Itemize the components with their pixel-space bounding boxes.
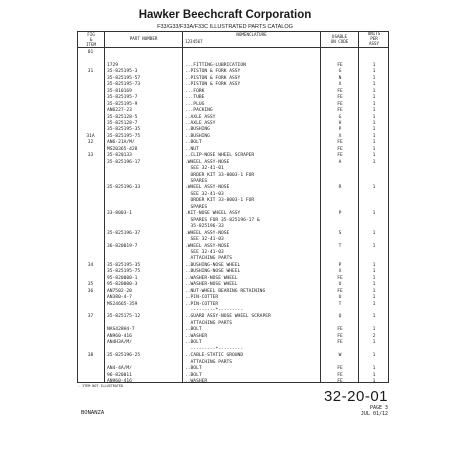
nomenclature-cell: .WHEEL ASSY-NOSE (185, 159, 230, 165)
part-number-cell: 35-825195-35 (107, 127, 141, 133)
units-cell: 1 (372, 185, 376, 191)
part-number-cell: 35-825195-57 (107, 75, 141, 81)
usable-code-cell: FE (337, 366, 343, 372)
part-number-cell: 35-820133 (107, 153, 132, 159)
fig-item-cell: 37 (87, 314, 94, 320)
usable-code-cell: FE (337, 62, 343, 68)
part-number-cell: 35-825195-3 (107, 69, 138, 75)
table-row (78, 153, 388, 159)
part-number-cell: 35-825128-5 (107, 114, 138, 120)
table-row (78, 353, 388, 359)
units-cell: 1 (372, 101, 376, 107)
part-number-cell: AN6-21A/M/ (107, 140, 135, 146)
usable-code-cell: X (338, 82, 342, 88)
part-number-cell: 1729 (107, 62, 119, 68)
units-cell: 1 (372, 95, 376, 101)
header-fig-item: FIG & ITEM (85, 32, 97, 47)
units-cell: 1 (372, 82, 376, 88)
units-cell: 1 (372, 366, 376, 372)
units-cell: 1 (372, 75, 376, 81)
fig-item-cell: 31 (87, 69, 94, 75)
nomenclature-cell: ...FITTING-LUBRICATION (185, 62, 246, 68)
catalog-subtitle: F33/G33/F33A/F33C ILLUSTRATED PARTS CATALOG (157, 24, 293, 30)
nomenclature-cell: ..WASHER (185, 378, 208, 384)
part-number-cell: NAS428H4-7 (107, 327, 135, 333)
usable-code-cell: FE (337, 275, 343, 281)
fig-item-cell: 33 (87, 153, 94, 159)
nomenclature-cell: ..BOLT (185, 372, 202, 378)
table-row (78, 69, 388, 75)
table-row (78, 160, 388, 166)
part-number-cell: 35-810169 (107, 88, 132, 94)
part-number-cell: 35-825195-35 (107, 262, 141, 268)
table-row (78, 379, 388, 385)
units-cell: 1 (372, 243, 376, 249)
table-row (78, 140, 388, 146)
table-row (78, 198, 388, 204)
usable-code-cell: H (338, 120, 342, 126)
units-cell: 1 (372, 275, 376, 281)
units-cell: 1 (372, 140, 376, 146)
nomenclature-cell: ..PIN-COTTER (185, 295, 219, 301)
page-number: 32-20-01 (323, 388, 388, 405)
units-cell: 1 (372, 353, 376, 359)
usable-code-cell: P (338, 262, 342, 268)
nomenclature-cell: ...TUBE (185, 95, 205, 101)
nomenclature-cell: ...PACKING (185, 108, 213, 114)
table-row (78, 50, 388, 56)
nomenclature-cell: .KIT-NOSE WHEEL ASSY (185, 211, 241, 217)
model-name: BONANZA (81, 410, 105, 416)
table-row (78, 244, 388, 250)
revision-date: JUL 01/12 (360, 411, 388, 417)
nomenclature-cell: ..GUARD ASSY-NOSE WHEEL SCRAPER (185, 314, 271, 320)
usable-code-cell: FE (337, 140, 343, 146)
usable-code-cell: G (338, 69, 342, 75)
nomenclature-cell: ..BUSHING-NOSE WHEEL (185, 262, 241, 268)
part-number-cell: 35-825196-25 (107, 353, 141, 359)
units-cell: 1 (372, 127, 376, 133)
units-cell: 1 (372, 340, 376, 346)
usable-code-cell: FE (337, 153, 343, 159)
usable-code-cell: P (338, 127, 342, 133)
fig-item-cell: 38 (87, 353, 94, 359)
units-cell: 1 (372, 288, 376, 294)
nomenclature-cell: ATTACHING PARTS (185, 256, 233, 262)
units-cell: 1 (372, 295, 376, 301)
header-rule (78, 47, 388, 48)
nomenclature-cell: ..BUSHING (185, 133, 210, 139)
nomenclature-cell: ..BOLT (185, 140, 202, 146)
usable-code-cell: T (338, 243, 342, 249)
nomenclature-cell: ..PISTON & FORK ASSY (185, 75, 241, 81)
usable-code-cell: A (338, 159, 342, 165)
table-row (78, 340, 388, 346)
table-row (78, 56, 388, 62)
table-row (78, 211, 388, 217)
part-number-cell: 96-820011 (107, 372, 132, 378)
nomenclature-cell: ATTACHING PARTS (185, 359, 233, 365)
usable-code-cell: Q (338, 314, 342, 320)
part-number-cell: 95-820000-1 (107, 275, 138, 281)
nomenclature-cell: .WHEEL ASSY-NOSE (185, 243, 230, 249)
table-row (78, 269, 388, 275)
table-row (78, 173, 388, 179)
page-label: PAGE 3 (369, 405, 388, 411)
usable-code-cell: G (338, 114, 342, 120)
nomenclature-cell: ..WASHER-NOSE WHEEL (185, 282, 238, 288)
part-number-cell: AN960-416 (107, 333, 132, 339)
table-row (78, 314, 388, 320)
units-cell: 1 (372, 378, 376, 384)
part-number-cell: 35-825195-75 (107, 269, 141, 275)
nomenclature-cell: ---------*--------- (185, 346, 244, 352)
fig-item-cell: 31A (86, 133, 95, 139)
usable-code-cell: FE (337, 146, 343, 152)
usable-code-cell: FE (337, 101, 343, 107)
nomenclature-cell: ..PISTON & FORK ASSY (185, 82, 241, 88)
part-number-cell: MS24665-359 (107, 301, 138, 307)
usable-code-cell: FE (337, 108, 343, 114)
table-row (78, 108, 388, 114)
nomenclature-cell: SPARES (185, 204, 208, 210)
units-cell: 1 (372, 133, 376, 139)
nomenclature-cell: ..PIN-COTTER (185, 301, 219, 307)
units-cell: 1 (372, 88, 376, 94)
units-cell: 1 (372, 153, 376, 159)
part-number-cell: 35-825195-73 (107, 82, 141, 88)
table-row (78, 166, 388, 172)
part-number-cell: 35-825196-33 (107, 185, 141, 191)
nomenclature-cell: ATTACHING PARTS (185, 320, 233, 326)
units-cell: 1 (372, 301, 376, 307)
nomenclature-cell: ..NUT-WHEEL BEARING RETAINING (185, 288, 266, 294)
nomenclature-cell: ..CABLE-STATIC GROUND (185, 353, 244, 359)
usable-code-cell: S (338, 230, 342, 236)
nomenclature-cell: SPARES FOR 35-825196-17 & (185, 217, 260, 223)
usable-code-cell: FE (337, 288, 343, 294)
usable-code-cell: FE (337, 378, 343, 384)
table-row (78, 282, 388, 288)
usable-code-cell: N (338, 75, 342, 81)
part-number-cell: AN960-416 (107, 378, 132, 384)
nomenclature-cell: 35-825196-33 (185, 224, 224, 230)
nomenclature-cell: ..CLIP-NOSE WHEEL SCRAPER (185, 153, 255, 159)
header-units-per-assy: UNITS PER ASSY (367, 31, 381, 46)
table-row (78, 185, 388, 191)
nomenclature-cell: ORDER KIT 33-8003-1 FOR (185, 198, 255, 204)
parts-table (77, 31, 389, 383)
table-row (78, 115, 388, 121)
table-row (78, 224, 388, 230)
table-row (78, 218, 388, 224)
part-number-cell: 35-825195-9 (107, 101, 138, 107)
usable-code-cell: FE (337, 88, 343, 94)
units-cell: 1 (372, 62, 376, 68)
units-cell: 1 (372, 372, 376, 378)
units-cell: 2 (372, 333, 376, 339)
usable-code-cell: W (338, 353, 342, 359)
part-number-cell: AN7502-20 (107, 288, 132, 294)
units-cell: 1 (372, 211, 376, 217)
nomenclature-cell: ...PLUG (185, 101, 205, 107)
units-cell: 1 (372, 108, 376, 114)
nomenclature-cell: ..NUT (185, 146, 199, 152)
header-part-number: PART NUMBER (129, 36, 158, 41)
nomenclature-cell: .WHEEL ASSY-NOSE (185, 230, 230, 236)
nomenclature-cell: SEE 32-41-01 (185, 166, 224, 172)
units-cell: 1 (372, 314, 376, 320)
nomenclature-cell: ORDER KIT 33-8003-1 FOR (185, 172, 255, 178)
nomenclature-cell: ...FORK (185, 88, 205, 94)
table-row (78, 327, 388, 333)
usable-code-cell: P (338, 211, 342, 217)
nomenclature-cell: ..BOLT (185, 327, 202, 333)
fig-item-cell: 01 (87, 50, 94, 55)
fig-item-cell: 35 (87, 282, 94, 288)
nomenclature-cell: ..PISTON & FORK ASSY (185, 69, 241, 75)
part-number-cell: 35-825195-75 (107, 133, 141, 139)
table-row (78, 237, 388, 243)
table-row (78, 95, 388, 101)
part-number-cell: 35-825128-7 (107, 120, 138, 126)
header-usable-on-code: USABLE ON CODE (330, 34, 349, 44)
part-number-cell: 36-820019-7 (107, 243, 138, 249)
table-row (78, 127, 388, 133)
footnote: - ITEM NOT ILLUSTRATED (78, 384, 123, 388)
units-cell: 1 (372, 282, 376, 288)
document-title: Hawker Beechcraft Corporation (138, 9, 312, 21)
units-cell: 1 (372, 146, 376, 152)
nomenclature-cell: ..BUSHING-NOSE WHEEL (185, 269, 241, 275)
usable-code-cell: X (338, 133, 342, 139)
usable-code-cell: FE (337, 333, 343, 339)
nomenclature-cell: ..WASHER (185, 333, 208, 339)
usable-code-cell: U (338, 295, 342, 301)
usable-code-cell: FE (337, 95, 343, 101)
nomenclature-cell: ..BOLT (185, 340, 202, 346)
table-row (78, 82, 388, 88)
units-cell: 1 (372, 159, 376, 165)
header-nomenclature: NOMENCLATURE (236, 32, 267, 37)
part-number-cell: 35-825196-17 (107, 159, 141, 165)
part-number-cell: 33-8003-1 (107, 211, 132, 217)
nomenclature-cell: SEE 32-41-03 (185, 237, 224, 243)
units-cell: 1 (372, 120, 376, 126)
usable-code-cell: X (338, 269, 342, 275)
units-cell: 1 (372, 230, 376, 236)
units-cell: 1 (372, 269, 376, 275)
header-nomenclature-index: 1234567 (185, 39, 203, 44)
part-number-cell: AN4H3A/M/ (107, 340, 132, 346)
nomenclature-cell: SEE 32-41-03 (185, 191, 224, 197)
part-number-cell: AN4-4A/M/ (107, 366, 132, 372)
fig-item-cell: 32 (87, 140, 94, 146)
part-number-cell: 35-825195-7 (107, 95, 138, 101)
usable-code-cell: FE (337, 340, 343, 346)
usable-code-cell: U (338, 282, 342, 288)
part-number-cell: MS20365-428 (107, 146, 138, 152)
table-row (78, 250, 388, 256)
nomenclature-cell: ..BOLT (185, 366, 202, 372)
usable-code-cell: T (338, 301, 342, 307)
nomenclature-cell: ..WASHER-NOSE WHEEL (185, 275, 238, 281)
nomenclature-cell: ---------*--------- (185, 308, 244, 313)
nomenclature-cell: SPARES (185, 179, 208, 184)
nomenclature-cell: ..AXLE ASSY (185, 120, 216, 126)
usable-code-cell: R (338, 185, 342, 191)
usable-code-cell: FE (337, 372, 343, 378)
nomenclature-cell: ..AXLE ASSY (185, 114, 216, 120)
units-cell: 1 (372, 327, 376, 333)
fig-item-cell: 34 (87, 262, 94, 268)
nomenclature-cell: .WHEEL ASSY-NOSE (185, 185, 230, 191)
units-cell: 1 (372, 262, 376, 268)
table-row (78, 231, 388, 237)
part-number-cell: 35-825196-37 (107, 230, 141, 236)
nomenclature-cell: ..BUSHING (185, 127, 210, 133)
part-number-cell: AN6227-23 (107, 108, 132, 114)
table-row (78, 256, 388, 262)
nomenclature-cell: SEE 32-41-03 (185, 249, 224, 255)
units-cell: 1 (372, 69, 376, 75)
units-cell: 1 (372, 114, 376, 120)
part-number-cell: 95-820000-3 (107, 282, 138, 288)
table-row (78, 295, 388, 301)
usable-code-cell: FE (337, 327, 343, 333)
part-number-cell: 35-825175-12 (107, 314, 141, 320)
table-row (78, 366, 388, 372)
table-row (78, 302, 388, 308)
part-number-cell: AN380-4-7 (107, 295, 132, 301)
fig-item-cell: 36 (87, 288, 94, 294)
table-row (78, 373, 388, 379)
